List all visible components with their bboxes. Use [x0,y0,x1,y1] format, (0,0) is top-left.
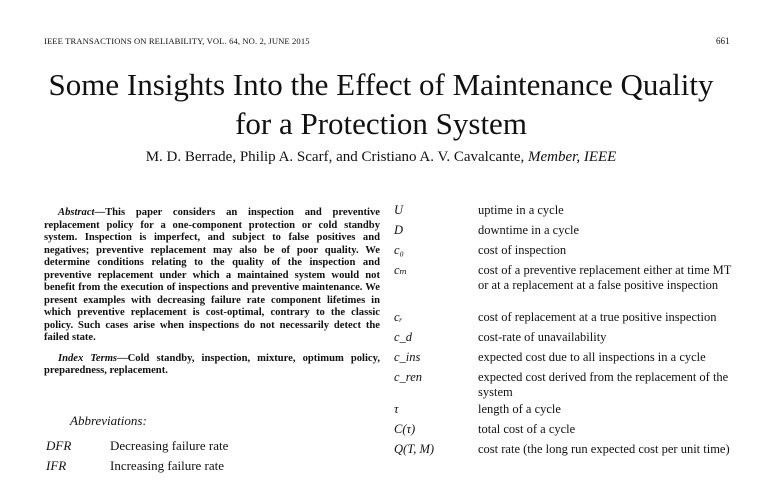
nomenclature-definition: cost-rate of unavailability [478,330,607,344]
nomenclature-definition: uptime in a cycle [478,203,564,217]
abstract-label: Abstract [58,207,95,218]
index-terms-text: —Cold standby, inspection, mixture, optimum policy, preparedness, replacement. [44,352,380,376]
abbreviation-definition: Increasing failure rate [110,458,225,473]
abstract-block [44,207,380,378]
author-line [0,149,762,166]
nomenclature-symbol: c_ins [394,350,421,364]
nomenclature-definition: length of a cycle [478,402,561,416]
nomenclature-row [394,310,739,330]
paper-title-line-1: Some Insights Into the Effect of Maintenance Quality [48,67,714,102]
abbreviation-symbol: IFR [46,458,67,473]
nomenclature-symbol: c₀ [394,243,404,257]
nomenclature-row [394,402,739,422]
nomenclature-definition: cost of a preventive replacement either at time MT or at a replacement at a false positive inspection [478,263,732,292]
nomenclature-symbol: c_d [394,330,413,344]
nomenclature-definition: cost of replacement at a true positive inspection [478,310,717,324]
nomenclature-symbol: cᵣ [394,310,403,324]
author-affiliation: Member, IEEE [528,149,617,165]
nomenclature-row [394,370,739,402]
abstract-text: —This paper considers an inspection and preventive replacement policy for a one-component protection or cold standby system. Inspection is imperfect, and subject to false positives and negatives; preventive replacement may also be of poor quality. We determine conditions relating to the quality of the inspection and preventive replacement under which a maintained system would not benefit from the execution of inspections and preventive maintenance. We present examples with decreasing failure rate component lifetimes in which preventive replacement is cost-optimal, contrary to the classic policy. Such cases arise when inspections do not necessarily detect the failed state. [44,207,380,343]
nomenclature-row [394,263,739,310]
nomenclature-definition: total cost of a cycle [478,422,576,436]
abbreviation-symbol: DFR [46,438,72,453]
abstract-paragraph [44,207,380,345]
nomenclature-row [394,223,739,243]
index-terms-label: Index Terms [58,352,118,364]
nomenclature-definition: downtime in a cycle [478,223,580,237]
nomenclature-symbol: cₘ [394,263,408,277]
author-names: M. D. Berrade, Philip A. Scarf, and Cristiano A. V. Cavalcante, [145,149,525,165]
nomenclature-row [394,350,739,370]
nomenclature-symbol: τ [394,402,399,416]
nomenclature-symbol: U [394,203,404,217]
abbreviation-row [46,458,224,474]
page-number: 661 [716,36,730,46]
nomenclature-symbol: Q(T, M) [394,442,435,456]
nomenclature-definition: expected cost due to all inspections in a cycle [478,350,706,364]
nomenclature-symbol: D [394,223,404,237]
paper-title-line-2: for a Protection System [235,106,527,141]
nomenclature-definition: cost rate (the long run expected cost per unit time) [478,442,730,456]
nomenclature-row [394,243,739,263]
nomenclature-symbol: C(τ) [394,422,416,436]
nomenclature-row [394,442,739,472]
nomenclature-definition: cost of inspection [478,243,567,257]
nomenclature-definition: expected cost derived from the replacement of the system [478,370,729,399]
running-header: IEEE TRANSACTIONS ON RELIABILITY, VOL. 64, NO. 2, JUNE 2015 [44,36,310,46]
index-terms-paragraph [44,353,380,378]
abbreviations-heading: Abbreviations: [70,413,147,428]
nomenclature-list [394,203,739,472]
abbreviation-definition: Decreasing failure rate [110,438,229,453]
nomenclature-row [394,422,739,442]
nomenclature-symbol: c_ren [394,370,422,384]
nomenclature-row [394,330,739,350]
abbreviation-row [46,438,228,454]
nomenclature-row [394,203,739,223]
